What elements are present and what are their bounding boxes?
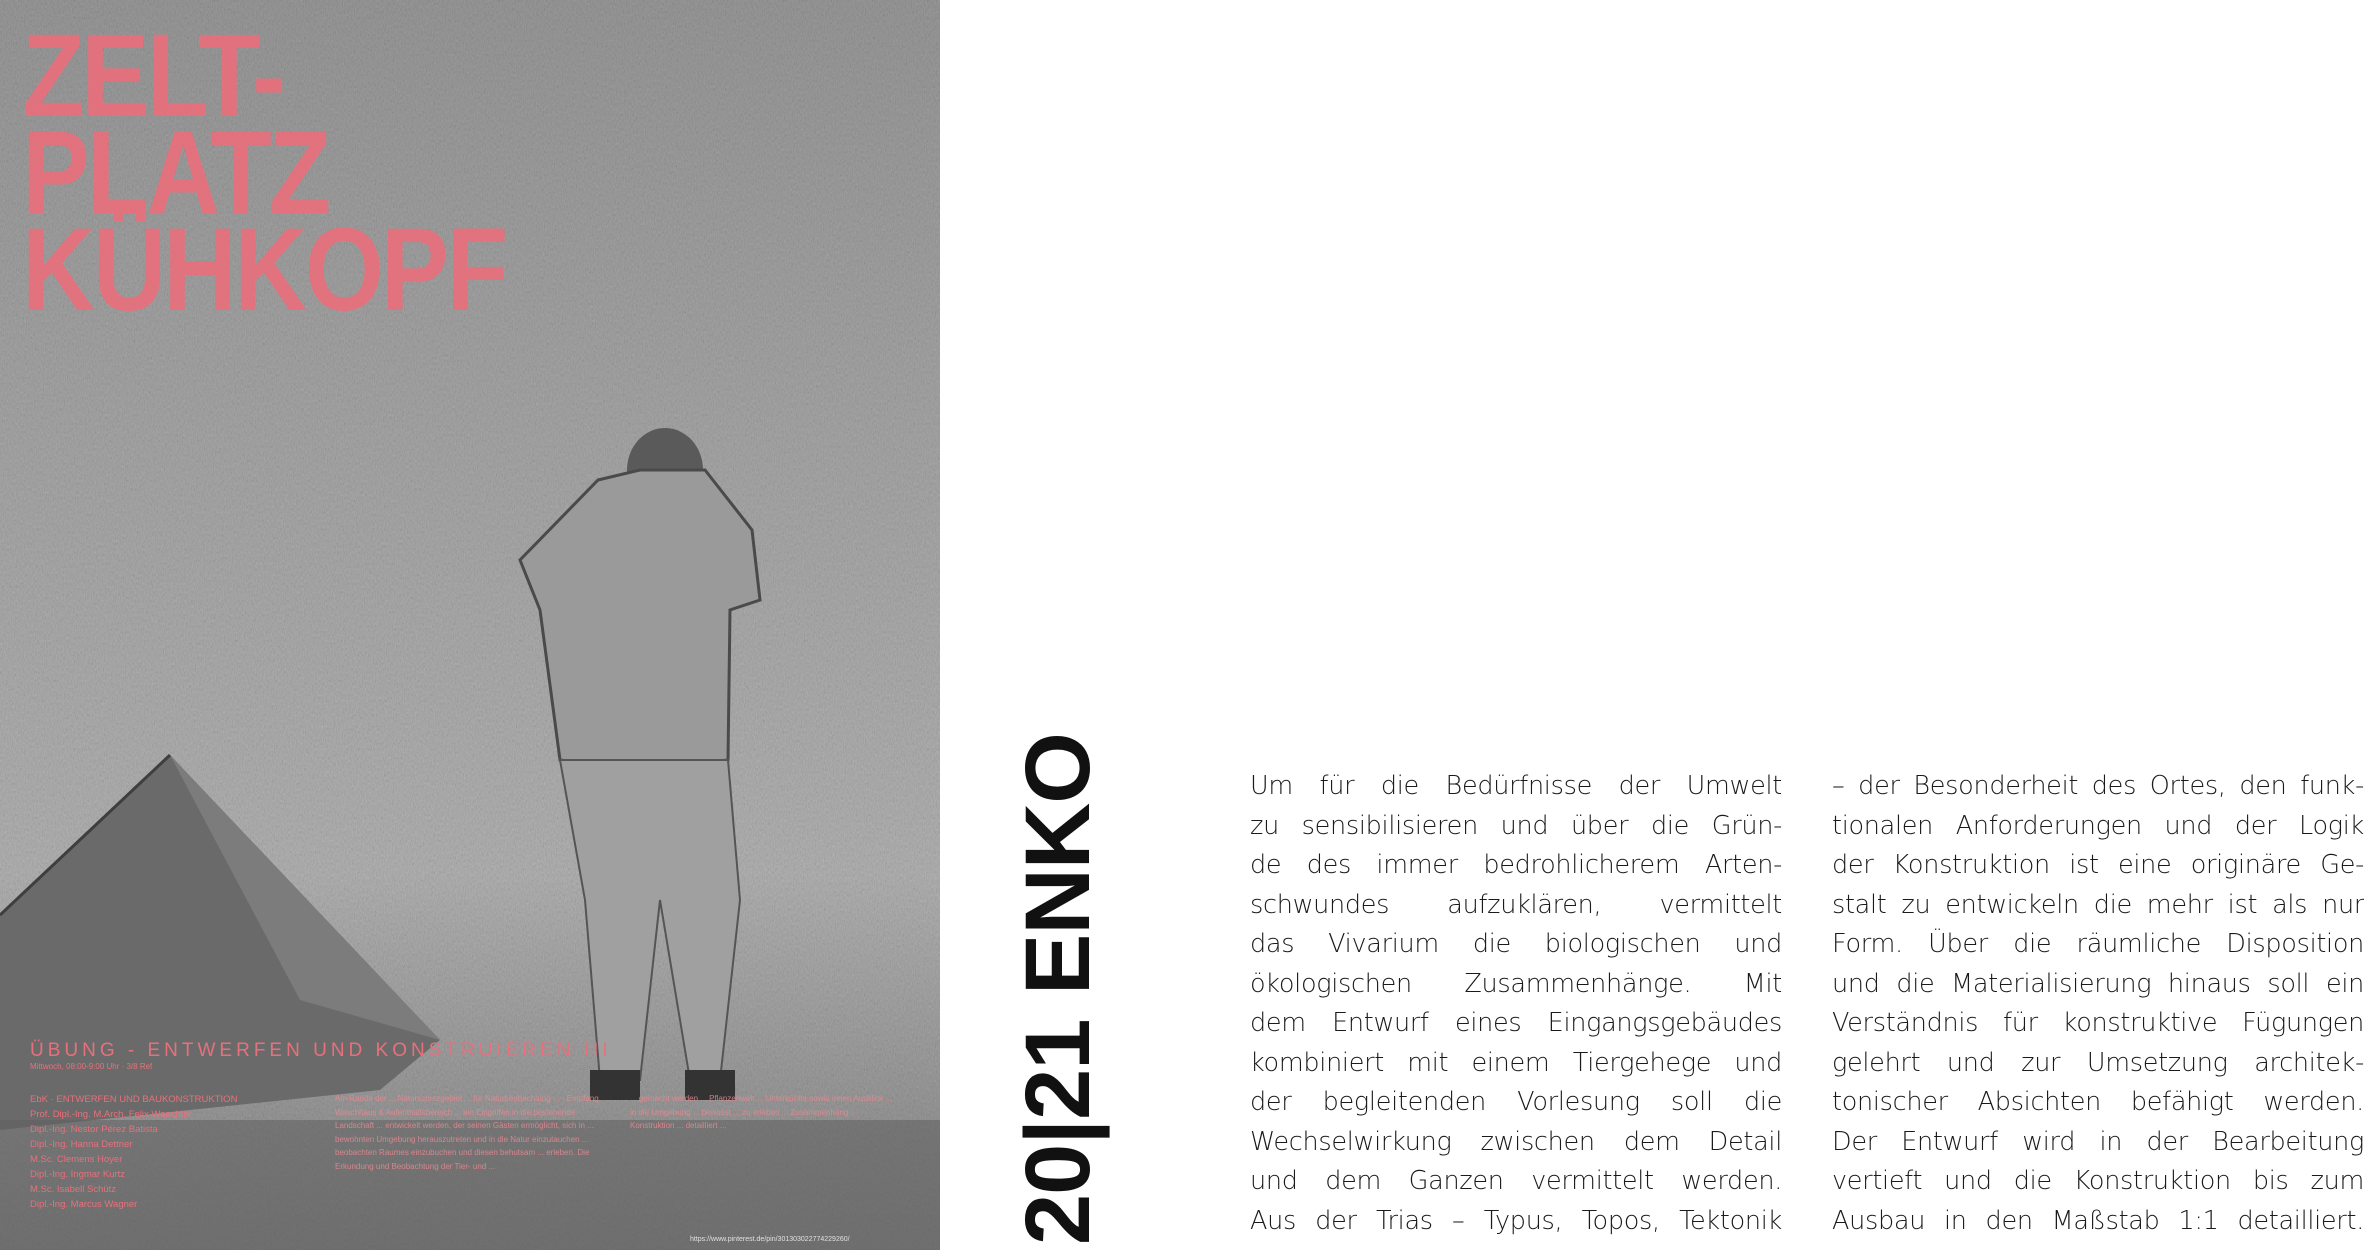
text-line: tonischer Absichten befähigt werden.	[1832, 1087, 2364, 1117]
staff-item: Dipl.-Ing. Nestor Pérez Batista	[30, 1124, 158, 1135]
staff-item: Dipl.-Ing. Hanna Dettner	[30, 1139, 133, 1150]
photo-credit: https://www.pinterest.de/pin/301303022774229260/	[690, 1236, 850, 1243]
course-schedule: Mittwoch, 08:00-9:00 Uhr · 3/8 Ref	[30, 1062, 153, 1071]
text-line: der Konstruktion ist eine originäre Ge-	[1832, 850, 2364, 880]
text-line: und die Materialisierung hinaus soll ein	[1832, 968, 2364, 999]
heading-separator: |	[1007, 1119, 1109, 1145]
text-line: zu sensibilisieren und über die Grün-	[1250, 810, 1782, 841]
poster-title-line-1: ZELT-	[22, 10, 284, 142]
staff-item: EbK · ENTWERFEN UND BAUKONSTRUKTION	[30, 1094, 238, 1105]
course-title: ÜBUNG - ENTWERFEN UND KONSTRUIEREN III	[30, 1040, 612, 1061]
text-line: dem Entwurf eines Eingangsgebäudes	[1250, 1008, 1782, 1038]
text-line: tionalen Anforderungen und der Logik	[1832, 810, 2364, 841]
text-line: Um für die Bedürfnisse der Umwelt	[1250, 771, 1782, 801]
text-line: ökologischen Zusammenhänge. Mit	[1250, 968, 1782, 999]
text-line: Der Entwurf wird in der Bearbeitung	[1832, 1126, 2364, 1157]
text-line: Ausbau in den Maßstab 1:1 detailliert.	[1832, 1205, 2364, 1236]
text-line: Aus der Trias – Typus, Topos, Tektonik	[1250, 1205, 1782, 1236]
poster-title-line-3: KÜHKOPF	[22, 204, 506, 336]
text-line: kombiniert mit einem Tiergehege und	[1250, 1047, 1782, 1078]
heading-year2: 21	[1007, 1019, 1109, 1120]
staff-item: Dipl.-Ing. Ingmar Kurtz	[30, 1169, 126, 1180]
staff-list	[30, 1092, 340, 1212]
text-line: – der Besonderheit des Ortes, den funk-	[1832, 771, 2364, 801]
text-line: der begleitenden Vorlesung soll die	[1250, 1087, 1782, 1117]
text-line: das Vivarium die biologischen und	[1250, 929, 1782, 959]
poster-description-1: Am Rande der ... Naturschutzgebiet ... für Naturbeobachtung ... - Empfang, Waschhaus & Aufenthaltsbereich ... len Eingriffen in die bestehende Landschaft ... entwickelt werden, der seinen Gästen ermöglicht, sich in ... bewohnten Umgebung herauszutreten und in die Natur einzutauchen ... beobachten Raumes einzubuchen und diesen behutsam ... erleben. Die Erkundung und Beobachtung der Tier- und ...	[335, 1094, 601, 1171]
staff-item: M.Sc. Clemens Hoyer	[30, 1154, 123, 1165]
text-line: und dem Ganzen vermittelt werden.	[1250, 1166, 1782, 1196]
staff-item: M.Sc. Isabell Schütz	[30, 1184, 117, 1195]
poster-title-line-2: PLATZ	[22, 107, 329, 239]
text-line: de des immer bedrohlicherem Arten-	[1250, 850, 1782, 880]
heading-label: ENKO	[1007, 733, 1109, 995]
text-line: vertieft und die Konstruktion bis zum	[1832, 1166, 2364, 1196]
text-line: Verständnis für konstruktive Fügungen	[1832, 1008, 2364, 1038]
poster-image	[0, 0, 940, 1250]
text-line: schwundes aufzuklären, vermittelt	[1250, 889, 1782, 920]
text-line: Wechselwirkung zwischen dem Detail	[1250, 1126, 1782, 1157]
text-column-right	[1832, 767, 2364, 1241]
poster-title	[22, 10, 506, 336]
poster-description-2: ... gemacht werden ... Pflanzenwelt ... Unterkünfte sowie einen Ausblick ... in die Umgebung ... bewusst ... zu erleben ... Zusammenhang ... Konstruktion ... detailliert ...	[630, 1094, 892, 1130]
heading-year: 20	[1007, 1144, 1109, 1245]
text-line: stalt zu entwickeln die mehr ist als nur	[1832, 889, 2364, 920]
vertical-heading	[1008, 733, 1108, 1245]
text-line: Form. Über die räumliche Disposition	[1832, 929, 2364, 959]
staff-item: Dipl.-Ing. Marcus Wagner	[30, 1199, 138, 1210]
text-line: gelehrt und zur Umsetzung architek-	[1832, 1047, 2364, 1078]
staff-item: Prof. Dipl.-Ing. M.Arch. Felix Waechter	[30, 1109, 192, 1120]
text-column-left	[1250, 767, 1782, 1241]
